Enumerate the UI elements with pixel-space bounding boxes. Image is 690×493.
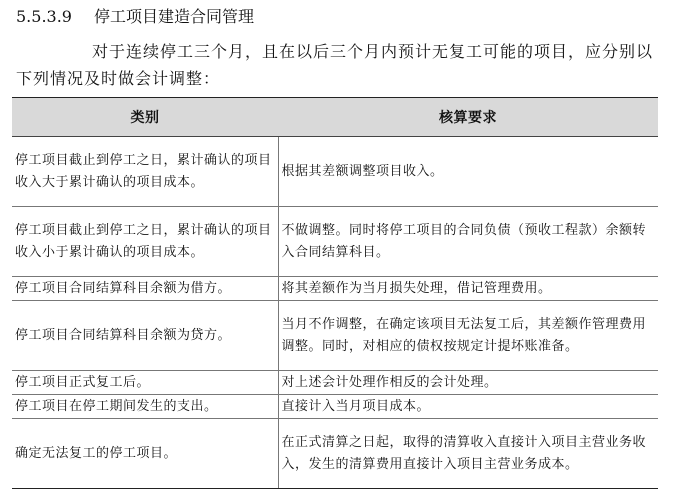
category-cell: 确定无法复工的停工项目。 — [12, 419, 278, 489]
requirement-cell: 直接计入当月项目成本。 — [278, 395, 658, 419]
category-cell: 停工项目正式复工后。 — [12, 371, 278, 395]
category-cell: 停工项目截止到停工之日，累计确认的项目收入大于累计确认的项目成本。 — [12, 137, 278, 207]
header-category: 类别 — [12, 98, 278, 137]
table-row — [12, 395, 658, 419]
requirement-cell: 根据其差额调整项目收入。 — [278, 137, 658, 207]
requirement-cell: 在正式清算之日起，取得的清算收入直接计入项目主营业务收入，发生的清算费用直接计入项目主营业务成本。 — [278, 419, 658, 489]
table-row — [12, 419, 658, 489]
table-row — [12, 301, 658, 371]
category-cell: 停工项目合同结算科目余额为借方。 — [12, 277, 278, 301]
intro-paragraph: 对于连续停工三个月，且在以后三个月内预计无复工可能的项目，应分别以下列情况及时做会计调整： — [16, 42, 654, 88]
table-header-row — [12, 98, 658, 137]
table-row — [12, 277, 658, 301]
section-heading — [16, 6, 254, 28]
category-cell: 停工项目在停工期间发生的支出。 — [12, 395, 278, 419]
header-requirement: 核算要求 — [278, 98, 658, 137]
section-number: 5.5.3.9 — [16, 7, 72, 26]
section-title: 停工项目建造合同管理 — [94, 7, 255, 26]
requirement-cell: 当月不作调整，在确定该项目无法复工后，其差额作管理费用调整。同时，对相应的债权按规定计提坏账准备。 — [278, 301, 658, 371]
table-row — [12, 371, 658, 395]
requirement-cell: 将其差额作为当月损失处理，借记管理费用。 — [278, 277, 658, 301]
requirement-cell: 不做调整。同时将停工项目的合同负债（预收工程款）余额转入合同结算科目。 — [278, 207, 658, 277]
category-cell: 停工项目合同结算科目余额为贷方。 — [12, 301, 278, 371]
category-cell: 停工项目截止到停工之日，累计确认的项目收入小于累计确认的项目成本。 — [12, 207, 278, 277]
table-row — [12, 137, 658, 207]
table-row — [12, 207, 658, 277]
requirement-cell: 对上述会计处理作相反的会计处理。 — [278, 371, 658, 395]
accounting-table — [12, 97, 658, 489]
